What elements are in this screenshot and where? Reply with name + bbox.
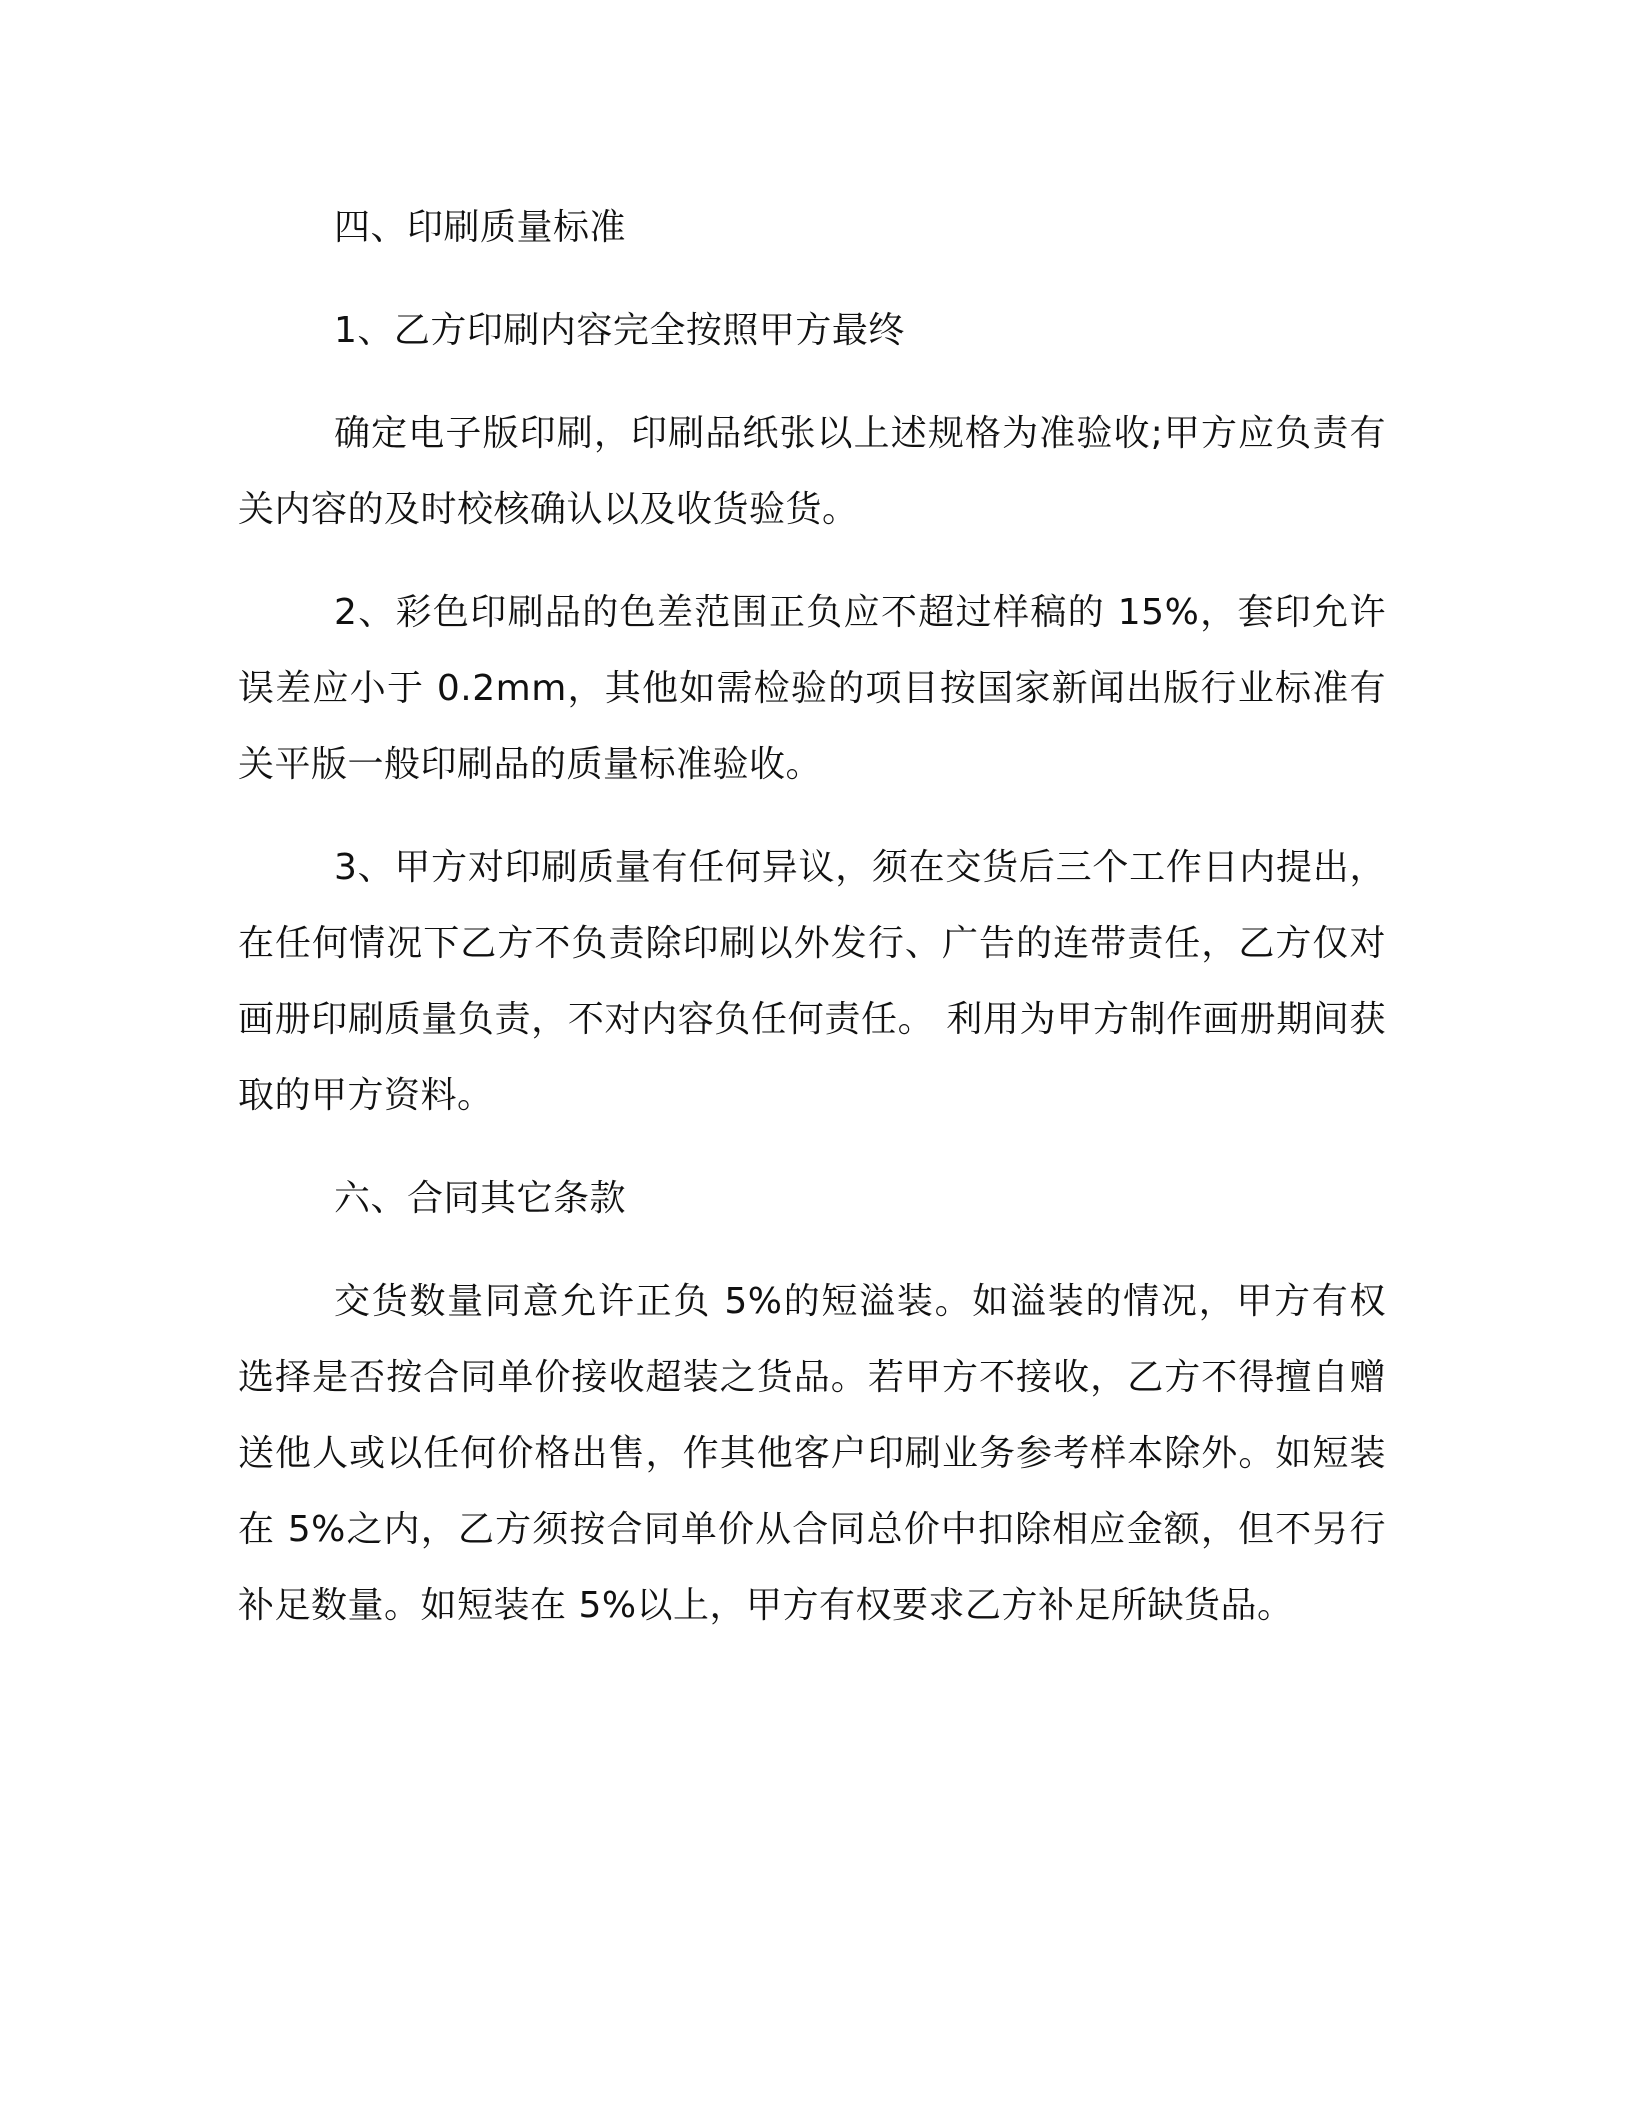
paragraph-clause-3: 3、甲方对印刷质量有任何异议，须在交货后三个工作日内提出，在任何情况下乙方不负责除印刷以外发行、广告的连带责任，乙方仅对画册印刷质量负责，不对内容负任何责任。 利用为甲方制作画册期间获取的甲方资料。	[238, 847, 1386, 1116]
section-heading-other-terms: 六、合同其它条款	[334, 1178, 627, 1219]
paragraph-clause-1-continued: 确定电子版印刷，印刷品纸张以上述规格为准验收;甲方应负责有关内容的及时校核确认以及收货验货。	[238, 413, 1386, 530]
document-body	[238, 190, 1386, 1671]
paragraph-clause-1: 1、乙方印刷内容完全按照甲方最终	[334, 310, 905, 351]
paragraph-delivery-quantity: 交货数量同意允许正负 5%的短溢装。如溢装的情况，甲方有权选择是否按合同单价接收超装之货品。若甲方不接收，乙方不得擅自赠送他人或以任何价格出售，作其他客户印刷业务参考样本除外。如短装在 5%之内，乙方须按合同单价从合同总价中扣除相应金额，但不另行补足数量。如短装在 5%以上，甲方有权要求乙方补足所缺货品。	[238, 1281, 1386, 1626]
paragraph-clause-2: 2、彩色印刷品的色差范围正负应不超过样稿的 15%，套印允许误差应小于 0.2mm，其他如需检验的项目按国家新闻出版行业标准有关平版一般印刷品的质量标准验收。	[238, 592, 1386, 785]
section-heading-quality-standard: 四、印刷质量标准	[334, 207, 627, 248]
